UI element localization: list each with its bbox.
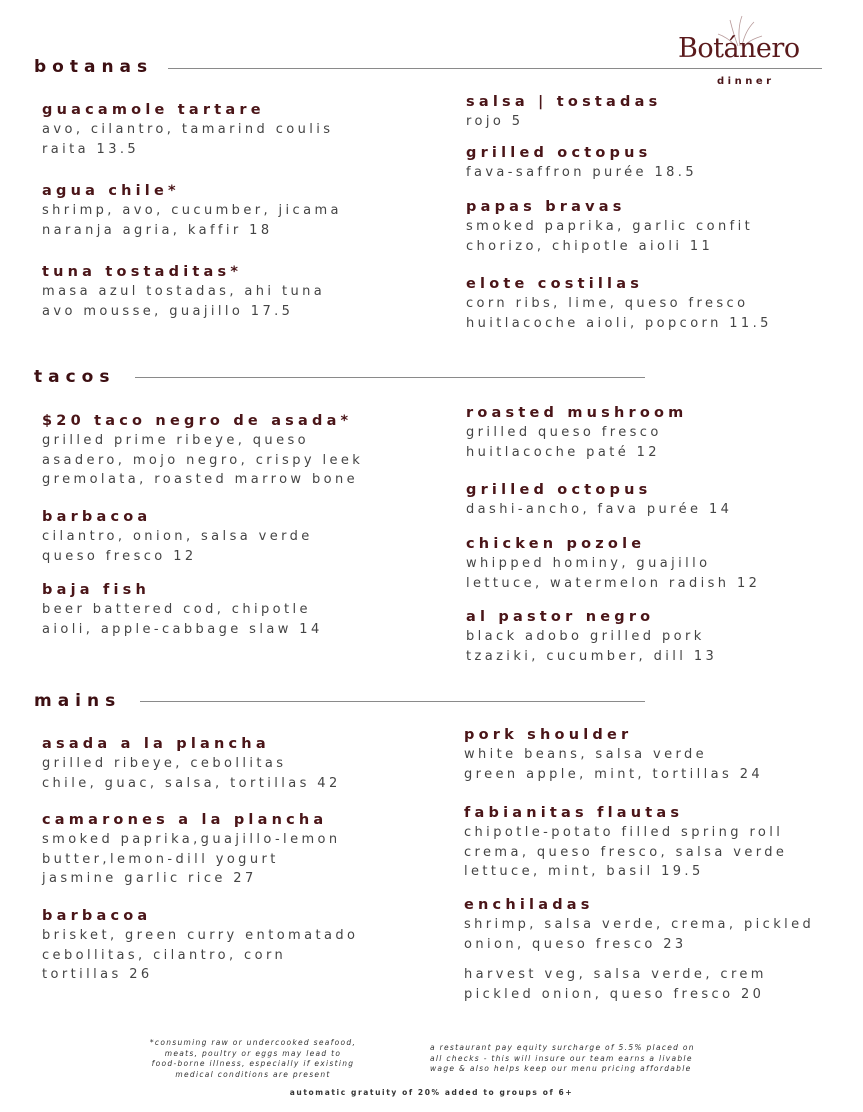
menu-item xyxy=(464,725,763,784)
item-desc: lettuce, mint, basil 19.5 xyxy=(464,864,704,879)
item-desc: naranja agria, kaffir 18 xyxy=(42,222,273,238)
menu-item xyxy=(42,580,323,639)
menu-item xyxy=(42,906,358,985)
menu-item xyxy=(466,403,688,462)
item-desc: huitlacoche paté 12 xyxy=(466,444,660,460)
notice-line: a restaurant pay equity surcharge of 5.5% placed on xyxy=(430,1043,695,1052)
item-name: baja fish xyxy=(42,582,150,598)
item-name: enchiladas xyxy=(464,897,594,913)
item-desc: huitlacoche aioli, popcorn 11.5 xyxy=(466,315,772,331)
item-desc: dashi-ancho, fava purée 14 xyxy=(466,502,733,517)
menu-item xyxy=(464,965,767,1004)
item-name: tuna tostaditas* xyxy=(42,264,243,280)
item-desc: raita 13.5 xyxy=(42,141,140,157)
menu-item xyxy=(42,181,342,240)
item-desc: cebollitas, cilantro, corn xyxy=(42,947,287,963)
menu-item xyxy=(42,262,325,321)
notice-line: wage & also helps keep our menu pricing affordable xyxy=(430,1064,692,1073)
menu-item xyxy=(42,100,333,159)
notice-line: meats, poultry or eggs may lead to xyxy=(164,1048,342,1058)
item-desc: grilled prime ribeye, queso xyxy=(42,433,309,448)
item-name: agua chile* xyxy=(42,183,180,199)
logo-wordmark: Botánero xyxy=(678,33,800,64)
item-desc: onion, queso fresco 23 xyxy=(464,936,687,952)
menu-item xyxy=(464,895,814,954)
item-desc: rojo 5 xyxy=(466,114,524,129)
item-name: roasted mushroom xyxy=(466,405,688,421)
item-name: salsa | tostadas xyxy=(466,94,662,110)
item-name: al pastor negro xyxy=(466,609,655,625)
item-desc: chipotle-potato filled spring roll xyxy=(464,825,784,840)
item-desc: chorizo, chipotle aioli 11 xyxy=(466,238,714,254)
item-desc: masa azul tostadas, ahi tuna xyxy=(42,284,326,299)
item-desc: shrimp, avo, cucumber, jicama xyxy=(42,203,342,218)
notice-line: medical conditions are present xyxy=(175,1069,331,1079)
menu-subtitle: dinner xyxy=(717,76,775,87)
item-desc: chile, guac, salsa, tortillas 42 xyxy=(42,775,341,791)
menu-item xyxy=(466,197,753,256)
item-desc: brisket, green curry entomatado xyxy=(42,928,359,943)
item-desc: pickled onion, queso fresco 20 xyxy=(464,986,765,1002)
menu-item xyxy=(466,480,732,520)
item-desc: whipped hominy, guajillo xyxy=(466,556,711,571)
item-desc: harvest veg, salsa verde, crem xyxy=(464,967,767,982)
item-desc: butter,lemon-dill yogurt xyxy=(42,851,279,867)
section-divider xyxy=(140,701,645,702)
gratuity-notice: automatic gratuity of 20% added to groups of 6+ xyxy=(289,1088,574,1097)
menu-item xyxy=(466,92,661,132)
item-desc: grilled ribeye, cebollitas xyxy=(42,756,287,771)
item-desc: tzaziki, cucumber, dill 13 xyxy=(466,648,718,664)
item-name: chicken pozole xyxy=(466,536,646,552)
item-desc: smoked paprika, garlic confit xyxy=(466,219,754,234)
item-desc: queso fresco 12 xyxy=(42,548,197,564)
item-desc: fava-saffron purée 18.5 xyxy=(466,165,697,180)
menu-item xyxy=(42,411,363,490)
section-divider xyxy=(168,68,822,69)
item-name: guacamole tartare xyxy=(42,102,265,118)
menu-item xyxy=(466,143,697,183)
item-desc: green apple, mint, tortillas 24 xyxy=(464,766,764,782)
item-desc: shrimp, salsa verde, crema, pickled xyxy=(464,917,815,932)
item-name: elote costillas xyxy=(466,276,644,292)
item-desc: black adobo grilled pork xyxy=(466,629,705,644)
item-desc: tortillas 26 xyxy=(42,967,153,982)
menu-item xyxy=(466,274,772,333)
section-title-botanas: botanas xyxy=(34,57,154,77)
section-title-mains: mains xyxy=(34,691,122,711)
surcharge-notice xyxy=(430,1043,695,1075)
menu-item xyxy=(42,810,341,889)
section-title-tacos: tacos xyxy=(34,367,116,387)
menu-item xyxy=(42,734,341,793)
notice-line: *consuming raw or undercooked seafood, xyxy=(149,1038,357,1047)
item-name: camarones a la plancha xyxy=(42,812,328,828)
item-desc: corn ribs, lime, queso fresco xyxy=(466,296,749,311)
item-desc: gremolata, roasted marrow bone xyxy=(42,472,359,487)
item-desc: aioli, apple-cabbage slaw 14 xyxy=(42,621,323,637)
item-name: asada a la plancha xyxy=(42,736,270,752)
item-desc: beer battered cod, chipotle xyxy=(42,602,311,617)
item-name: grilled octopus xyxy=(466,145,652,161)
item-name: barbacoa xyxy=(42,908,152,924)
brand-logo xyxy=(676,14,816,64)
item-desc: grilled queso fresco xyxy=(466,425,662,440)
item-desc: asadero, mojo negro, crispy leek xyxy=(42,452,364,468)
menu-item xyxy=(464,803,787,882)
item-name: $20 taco negro de asada* xyxy=(42,413,353,429)
item-name: pork shoulder xyxy=(464,727,633,743)
item-name: grilled octopus xyxy=(466,482,652,498)
notice-line: all checks - this will insure our team earns a livable xyxy=(430,1053,693,1063)
raw-food-notice xyxy=(128,1038,378,1080)
menu-item xyxy=(466,534,760,593)
item-desc: crema, queso fresco, salsa verde xyxy=(464,844,788,860)
section-divider xyxy=(135,377,645,378)
item-desc: cilantro, onion, salsa verde xyxy=(42,529,313,544)
item-name: barbacoa xyxy=(42,509,152,525)
item-name: papas bravas xyxy=(466,199,626,215)
item-name: fabianitas flautas xyxy=(464,805,684,821)
menu-item xyxy=(466,607,717,666)
item-desc: avo mousse, guajillo 17.5 xyxy=(42,303,294,319)
item-desc: jasmine garlic rice 27 xyxy=(42,871,257,886)
item-desc: lettuce, watermelon radish 12 xyxy=(466,575,761,591)
menu-item xyxy=(42,507,313,566)
item-desc: white beans, salsa verde xyxy=(464,747,708,762)
item-desc: avo, cilantro, tamarind coulis xyxy=(42,122,334,137)
item-desc: smoked paprika,guajillo-lemon xyxy=(42,832,341,847)
notice-line: food-borne illness, especially if existing xyxy=(151,1059,355,1068)
